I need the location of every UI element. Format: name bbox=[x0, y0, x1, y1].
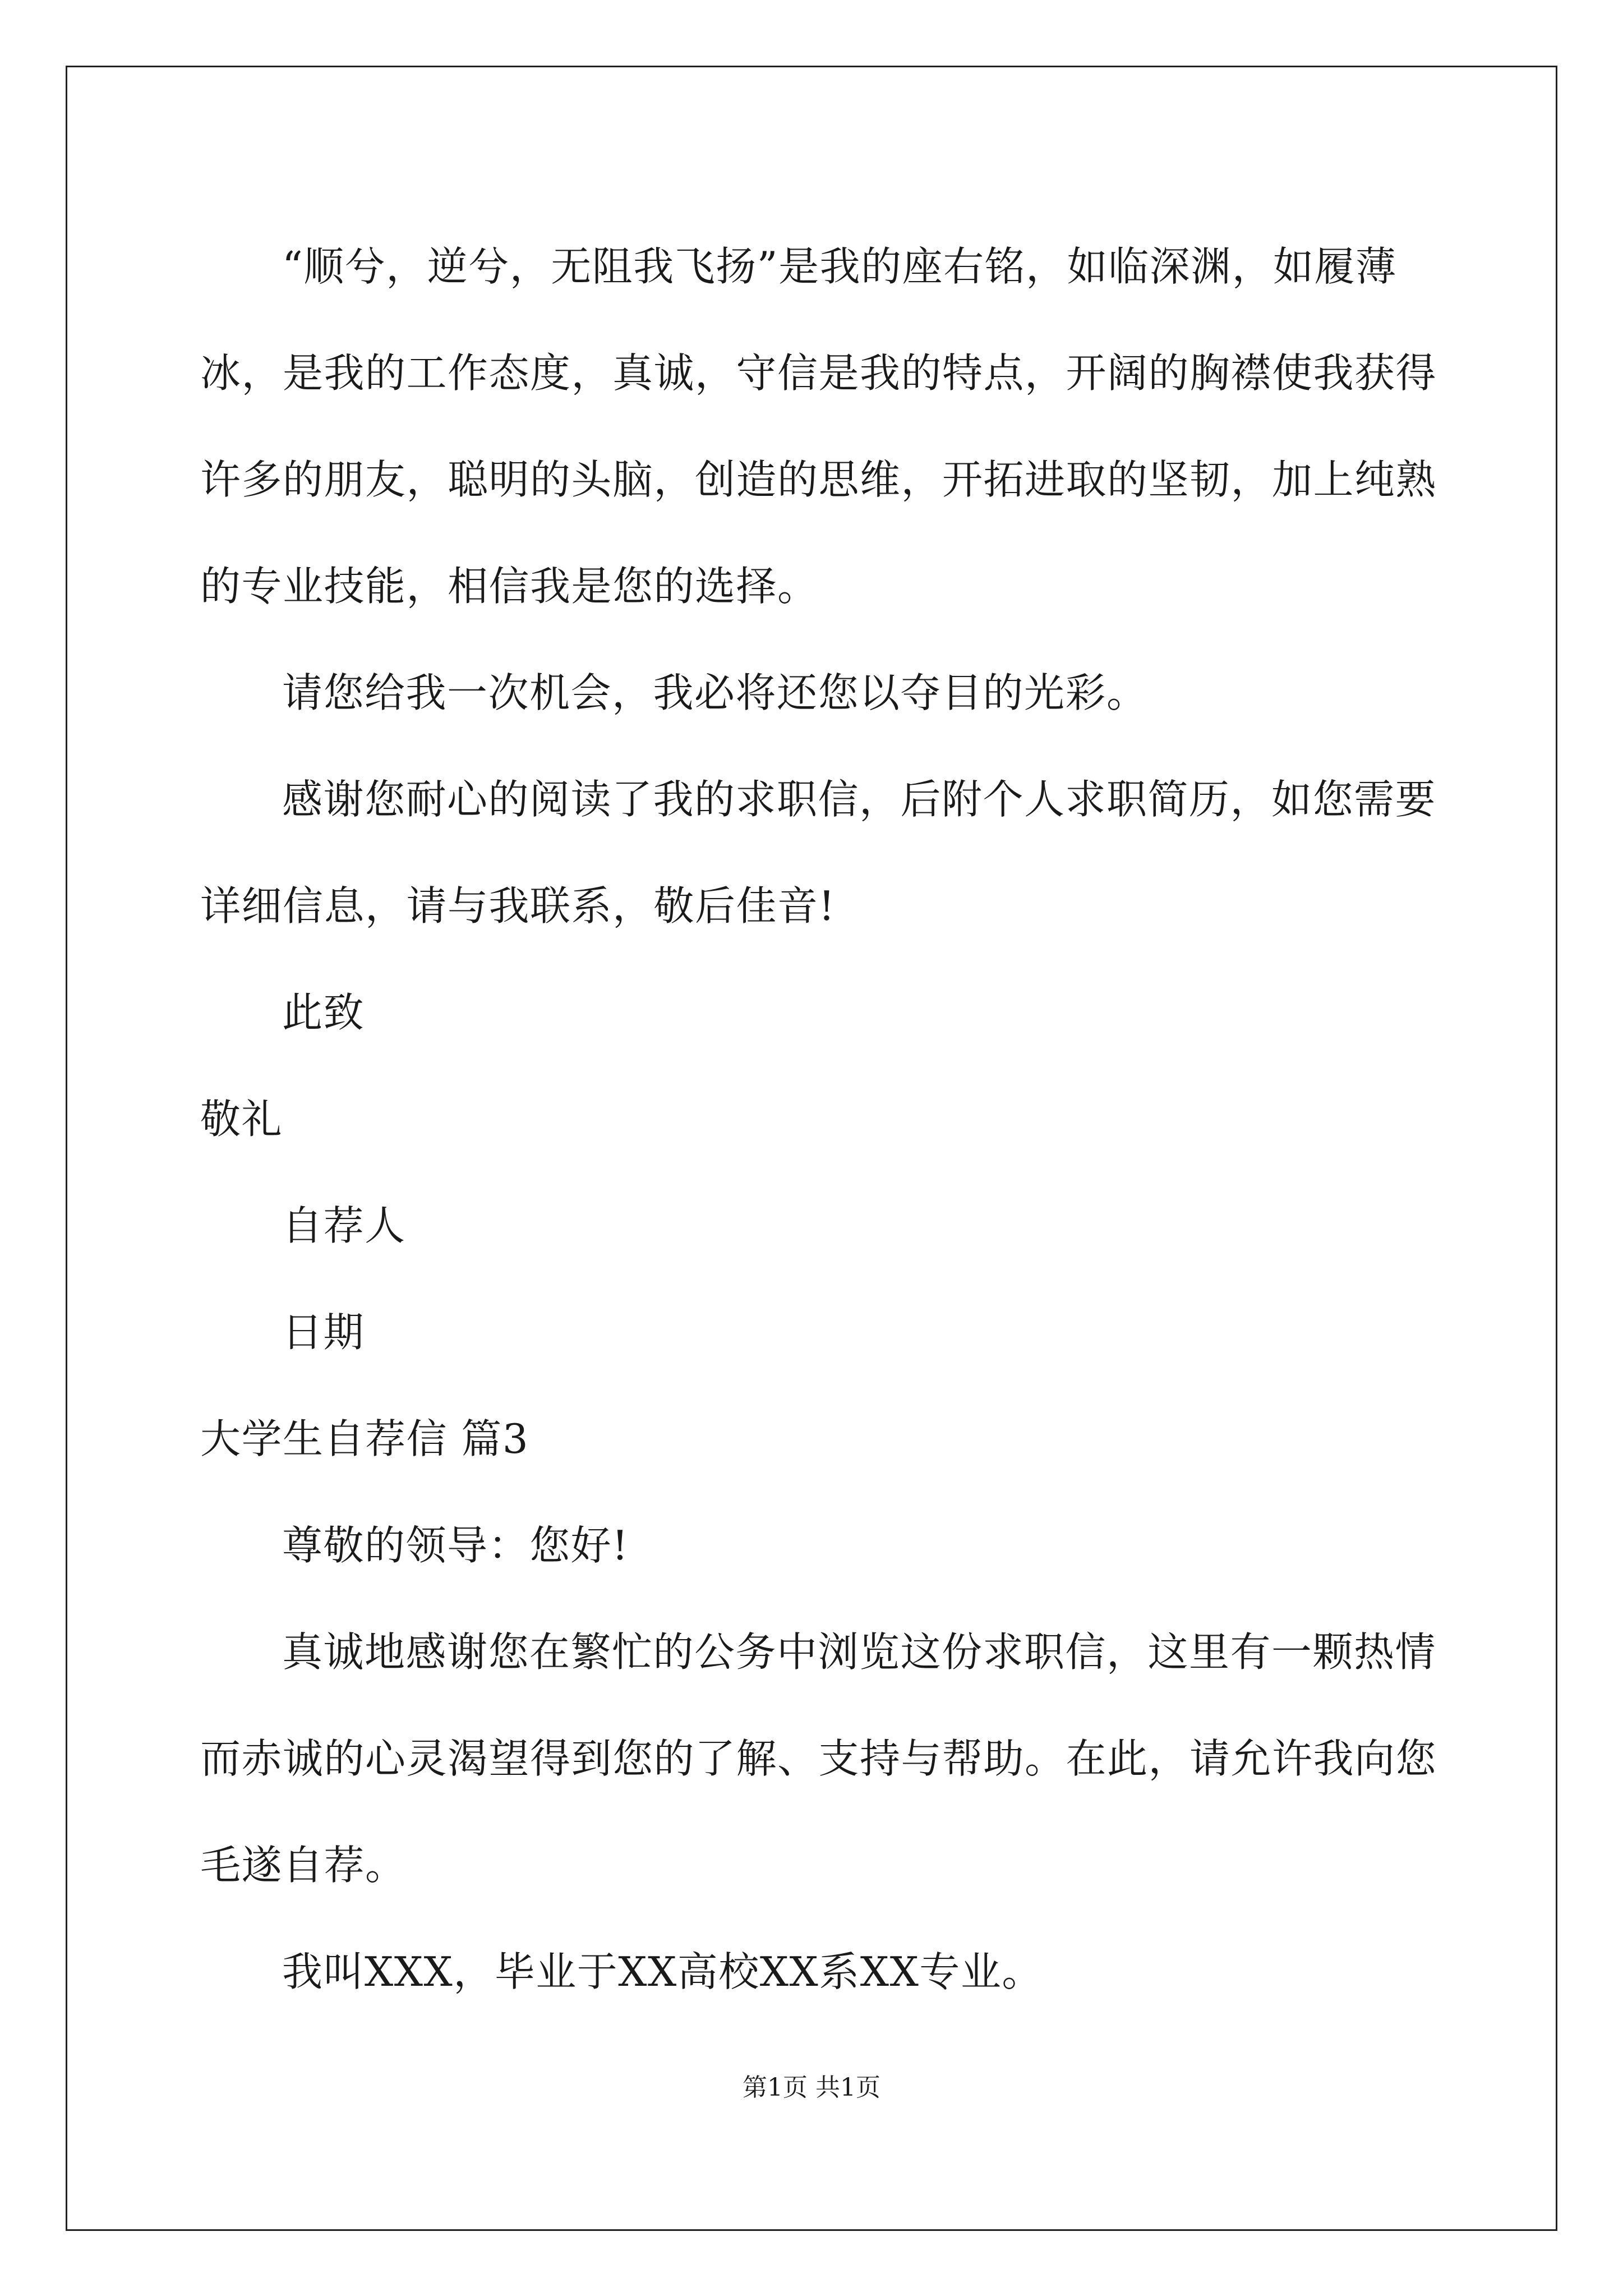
closing-line: 敬礼 bbox=[200, 1096, 283, 1143]
page-footer: 第1页 共1页 bbox=[743, 2073, 880, 2102]
paragraph-line: 毛遂自荐。 bbox=[200, 1842, 407, 1889]
salutation-line: 尊敬的领导：您好! bbox=[282, 1522, 629, 1569]
signature-line: 自荐人 bbox=[282, 1202, 406, 1249]
section-heading: 大学生自荐信 篇3 bbox=[200, 1415, 529, 1462]
document-body bbox=[200, 213, 1437, 2025]
paragraph-line: 的专业技能，相信我是您的选择。 bbox=[200, 563, 819, 610]
paragraph-line: 我叫XXX，毕业于XX高校XX系XX专业。 bbox=[282, 1948, 1043, 1995]
paragraph-line: 详细信息，请与我联系，敬后佳音! bbox=[200, 882, 836, 930]
paragraph-line: 请您给我一次机会，我必将还您以夺目的光彩。 bbox=[282, 669, 1148, 716]
closing-line: 此致 bbox=[282, 989, 365, 1036]
paragraph-line: 冰，是我的工作态度，真诚，守信是我的特点，开阔的胸襟使我获得 bbox=[200, 349, 1437, 397]
paragraph-line: 感谢您耐心的阅读了我的求职信，后附个人求职简历，如您需要 bbox=[282, 776, 1437, 823]
paragraph-line: “顺兮，逆兮，无阻我飞扬”是我的座右铭，如临深渊，如履薄 bbox=[282, 243, 1397, 290]
paragraph-line: 而赤诚的心灵渴望得到您的了解、支持与帮助。在此，请允许我向您 bbox=[200, 1735, 1437, 1782]
paragraph-line: 许多的朋友，聪明的头脑，创造的思维，开拓进取的坚韧，加上纯熟 bbox=[200, 456, 1437, 503]
date-line: 日期 bbox=[282, 1309, 365, 1356]
paragraph-line: 真诚地感谢您在繁忙的公务中浏览这份求职信，这里有一颗热情 bbox=[282, 1628, 1437, 1676]
